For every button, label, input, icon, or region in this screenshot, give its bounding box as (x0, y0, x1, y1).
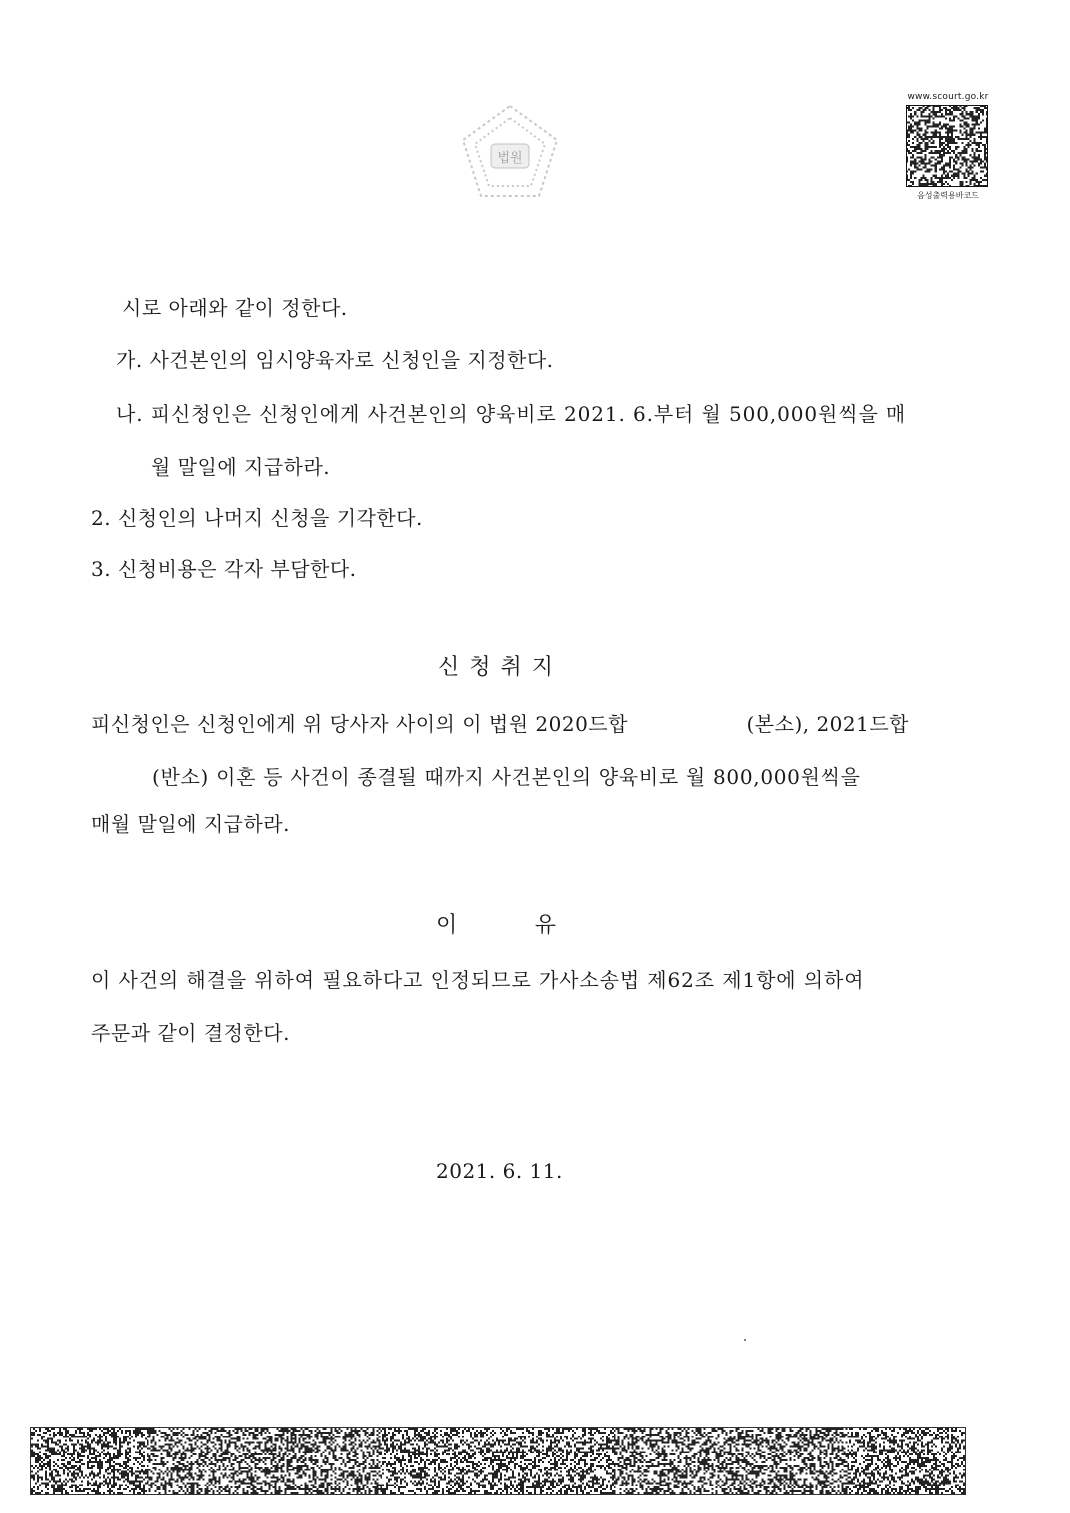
decision-date: 2021. 6. 11. (436, 1159, 563, 1183)
court-seal-emblem (455, 100, 565, 205)
claim-line-1-right: (본소), 2021드합 (746, 712, 909, 736)
order-item-ga: 가. 사건본인의 임시양육자로 신청인을 지정한다. (116, 348, 554, 372)
claim-heading: 신청취지 (438, 655, 564, 680)
claim-line-1 (91, 708, 909, 737)
order-item-3: 3. 신청비용은 각자 부담한다. (91, 557, 357, 581)
claim-line-1-left: 피신청인은 신청인에게 위 당사자 사이의 이 법원 2020드합 (91, 712, 628, 736)
footer-barcode-pattern (31, 1428, 965, 1494)
scan-speck (744, 1339, 746, 1341)
footer-barcode-strip (30, 1427, 966, 1495)
reason-line-1: 이 사건의 해결을 위하여 필요하다고 인정되므로 가사소송법 제62조 제1항에 의하여 (91, 968, 865, 992)
voice-output-barcode (906, 92, 990, 201)
seal-text: 법원 (497, 151, 523, 166)
reason-heading (436, 908, 556, 939)
order-line-continuation: 시로 아래와 같이 정한다. (122, 296, 348, 320)
claim-line-2: (반소) 이혼 등 사건이 종결될 때까지 사건본인의 양육비로 월 800,000원씩을 (152, 765, 861, 789)
claim-line-3: 매월 말일에 지급하라. (91, 812, 290, 836)
qr-code-icon (906, 105, 988, 187)
court-url: www.scourt.go.kr (907, 92, 989, 102)
order-item-na: 나. 피신청인은 신청인에게 사건본인의 양육비로 2021. 6.부터 월 500,000원씩을 매 (116, 402, 907, 426)
order-item-na-cont: 월 말일에 지급하라. (151, 455, 331, 479)
reason-heading-right: 유 (534, 913, 556, 938)
reason-line-2: 주문과 같이 결정한다. (91, 1021, 290, 1045)
barcode-caption: 음성출력용바코드 (917, 191, 979, 200)
reason-heading-left: 이 (436, 913, 458, 938)
order-item-2: 2. 신청인의 나머지 신청을 기각한다. (91, 506, 423, 530)
